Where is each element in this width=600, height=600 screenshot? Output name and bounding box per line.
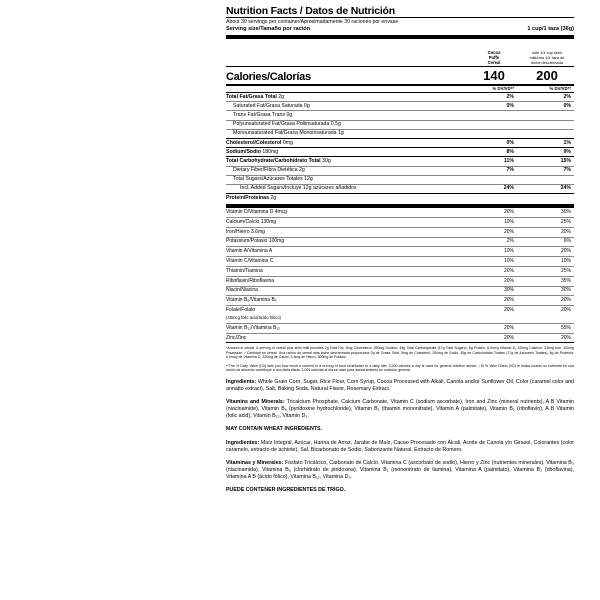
vitamins-spanish-label: Vitaminas y Minerales: (226, 460, 284, 467)
table-row: Calcium/Calcio 130mg 10% 25% (226, 218, 571, 225)
footnote-amount-in-cereal: *Amount in cereal. A serving of cereal plus skim milk provides 2g Total Fat, 5mg Cholesterol, 250mg Sodium, 45g Total Carbohydrate (17g Total Sugars), 6g Protein, 6.0mcg Vitamin D, 320mg Calcium, 3.6mg Iron, 300mg Potassium. / Cantidad en cereal. Una ración de cereal más leche descremada proporciona 2g de Grasa Total, 5mg de Colesterol, 250mg de Sodio, 45g de Carbohidrato Totales (17g de Azúcares Totales), 6g de Proteína, 6.0mcg de Vitamina D, 320mg de Calcio, 3.6mg de Hierro, 300mg de Potasio. (226, 346, 574, 360)
may-contain-english: MAY CONTAIN WHEAT INGREDIENTS. (226, 426, 323, 433)
table-row: Monounsaturated Fat/Grasa Monoinsaturada 1g (233, 130, 344, 137)
table-row: Polyunsaturated Fat/Grasa Poliinsaturada 0.5g (233, 121, 341, 128)
table-row: Vitamin B₆/Vitamina B₆ 20% 20% (226, 297, 571, 304)
ingredients-english (226, 379, 574, 393)
table-row: Vitamin B₁₂/Vitamina B₁₂ 20% 55% (226, 324, 571, 331)
calories-value-with-milk: 200 (536, 68, 558, 83)
vitamins-english-label: Vitamins and Minerals: (226, 399, 285, 406)
table-row: Sodium/Sodio 180mg 8% 9% (226, 148, 571, 155)
table-row: Total Fat/Grasa Total 2g 2% 2% (226, 93, 571, 100)
divider (226, 17, 574, 18)
table-row: Total Carbohydrate/Carbohidrato Total 30g 11% 15% (226, 157, 571, 164)
column-headers (226, 39, 574, 66)
vitamins-minerals-english (226, 399, 574, 420)
serving-size-value: 1 cup/1 taza (36g) (527, 26, 574, 32)
ingredients-spanish (226, 440, 574, 454)
may-contain-spanish: PUEDE CONTENER INGREDIENTES DE TRIGO. (226, 487, 346, 494)
table-row: Vitamin A/Vitamina A 10% 20% (226, 248, 571, 255)
calories-value-cereal: 140 (483, 68, 505, 83)
table-row: Protein/Proteínas 2g (226, 194, 277, 201)
footnote-daily-value: **The % Daily Value (DV) tells you how much a nutrient in a serving of food contributes to a daily diet. 2,000 calories a day is used for general nutrition advice. / El % Valor Diario (VD) le indica cuánto un nutriente en una ración de alimento contribuye a una dieta diaria. 2,000 calorías al día se usan para asesoramiento en nutrición general. (226, 363, 574, 373)
table-row: Total Sugars/Azúcares Totales 12g (233, 176, 313, 183)
nutrient-list (226, 93, 574, 202)
calories-row (226, 67, 574, 84)
divider (226, 342, 574, 343)
page-title: Nutrition Facts / Datos de Nutrición (226, 5, 395, 17)
table-row: Folate/Folato (45mcg folic acid/ácido fólico) 20% 20% (226, 306, 571, 320)
table-row: Dietary Fiber/Fibra Dietética 2g 7% 7% (233, 167, 571, 174)
table-row: Iron/Hierro 3.6mg 20% 20% (226, 228, 571, 235)
ingredients-english-text: Whole Grain Corn, Sugar, Rice Flour, Corn Syrup, Cocoa Processed with Alkali, Canola and/or Sunflower Oil, Color (caramel color and annatto extract), Salt, Baking Soda, Natural Flavor, Rosemary Extract. (226, 379, 574, 393)
vitamins-english-text: Tricalcium Phosphate, Calcium Carbonate, Vitamin C (sodium ascorbate), Iron and Zinc (mineral nutrients), A B Vitamin (niacinamide), Vitamin B₆ (pyridoxine hydrochloride), Vitamin B₁ (thiamin mononitrate), Vitamin A (palmitate), Vitamin B₂ (riboflavin), A B Vitamin (folic acid), Vitamin B₁₂, Vitamin D₃. (226, 399, 574, 420)
table-row: Potassium/Potasio 100mg 2% 6% (226, 238, 571, 245)
ingredients-english-label: Ingredients: (226, 379, 257, 386)
table-row: Trans Fat/Grasa Trans 0g (233, 111, 293, 118)
left-margin (0, 0, 222, 600)
dv-header-cereal: % DV/VD** (492, 86, 514, 91)
dv-header-with-milk: % DV/VD** (549, 86, 571, 91)
table-row: Cholesterol/Colesterol 0mg 0% 1% (226, 139, 571, 146)
right-margin (578, 0, 600, 600)
ingredients-spanish-label: Ingredientes: (226, 440, 260, 447)
table-row: Zinc/Zinc 20% 20% (226, 334, 571, 341)
vitamins-minerals-spanish (226, 460, 574, 481)
table-row: Thiamin/Tiamina 20% 25% (226, 267, 571, 274)
vitamin-list (226, 208, 574, 342)
table-row: Riboflavin/Riboflavina 20% 35% (226, 277, 571, 284)
column-header-cereal: Cocoa Puffs Cereal (487, 50, 501, 65)
servings-per-container: About 30 servings per container/Aproximadamente 30 raciones por envase (226, 19, 399, 25)
table-row: Vitamin D/Vitamina D 4mcg 20% 30% (226, 209, 571, 216)
table-row: Saturated Fat/Grasa Saturada 0g 0% 0% (233, 102, 571, 109)
ingredients-spanish-text: Maíz Integral, Azúcar, Harina de Arroz, Jarabe de Maíz, Cacao Procesado con Álcali, Aceite de Canola y/o Girasol, Colorantes (color caramelo, extracto de achiote), Sal, Bicarbonato de Sodio, Saborizante Natural, Extracto de Romero. (226, 440, 574, 454)
serving-size-label: Serving size/Tamaño por ración (226, 26, 311, 32)
nutrition-facts-panel (222, 0, 578, 600)
table-row: Niacin/Niacina 30% 30% (226, 287, 571, 294)
column-header-with-milk: with 1/4 cup skim milk/una 1/4 taza de leche descremada (529, 50, 565, 65)
table-row: Vitamin C/Vitamina C 10% 10% (226, 258, 571, 265)
serving-size-row (226, 26, 574, 33)
table-row: Incl. Added Sugars/Incluye 12g azúcares añadidos 24% 24% (240, 185, 571, 192)
vitamins-spanish-text: Fosfato Tricálcico, Carbonato de Calcio, Vitamina C (ascorbato de sodio), Hierro y Zinc (nutrientes minerales), Vitamina B₃ (niacinamida), Vitamina B₆ (clorhidrato de piridoxina), Vitamina B₁ (mononitrato de tiamina), Vitamina A (palmitato), Vitamina B₂ (riboflavina), Vitamina A B (ácido fólico), Vitamina B₁₂, Vitamina D₃. (226, 460, 574, 481)
calories-label: Calories/Calorías (226, 71, 311, 83)
